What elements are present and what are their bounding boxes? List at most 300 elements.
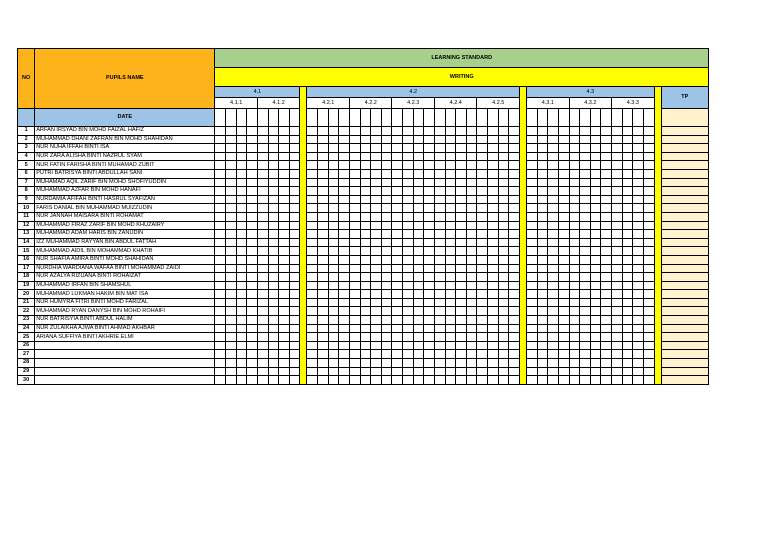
mark-cell[interactable] — [580, 255, 591, 264]
mark-cell[interactable] — [601, 135, 612, 144]
mark-cell[interactable] — [360, 307, 371, 316]
mark-cell[interactable] — [580, 350, 591, 359]
mark-cell[interactable] — [360, 230, 371, 239]
mark-cell[interactable] — [279, 152, 290, 161]
mark-cell[interactable] — [569, 341, 580, 350]
mark-cell[interactable] — [498, 212, 509, 221]
mark-cell[interactable] — [633, 178, 644, 187]
mark-cell[interactable] — [477, 333, 488, 342]
mark-cell[interactable] — [509, 316, 520, 325]
mark-cell[interactable] — [339, 376, 350, 385]
mark-cell[interactable] — [466, 255, 477, 264]
mark-cell[interactable] — [257, 161, 268, 170]
mark-cell[interactable] — [424, 367, 435, 376]
mark-cell[interactable] — [247, 316, 258, 325]
mark-cell[interactable] — [392, 290, 403, 299]
mark-cell[interactable] — [381, 255, 392, 264]
mark-cell[interactable] — [643, 350, 654, 359]
mark-cell[interactable] — [622, 341, 633, 350]
mark-cell[interactable] — [257, 333, 268, 342]
mark-cell[interactable] — [643, 307, 654, 316]
mark-cell[interactable] — [413, 350, 424, 359]
mark-cell[interactable] — [328, 135, 339, 144]
mark-cell[interactable] — [456, 221, 467, 230]
mark-cell[interactable] — [509, 230, 520, 239]
mark-cell[interactable] — [509, 178, 520, 187]
mark-cell[interactable] — [590, 127, 601, 136]
mark-cell[interactable] — [279, 247, 290, 256]
mark-cell[interactable] — [318, 161, 329, 170]
mark-cell[interactable] — [569, 298, 580, 307]
mark-cell[interactable] — [236, 290, 247, 299]
mark-cell[interactable] — [328, 238, 339, 247]
mark-cell[interactable] — [268, 350, 279, 359]
mark-cell[interactable] — [349, 367, 360, 376]
mark-cell[interactable] — [424, 169, 435, 178]
mark-cell[interactable] — [392, 221, 403, 230]
mark-cell[interactable] — [215, 195, 226, 204]
mark-cell[interactable] — [424, 161, 435, 170]
mark-cell[interactable] — [257, 290, 268, 299]
mark-cell[interactable] — [371, 255, 382, 264]
mark-cell[interactable] — [371, 152, 382, 161]
mark-cell[interactable] — [403, 230, 414, 239]
mark-cell[interactable] — [601, 290, 612, 299]
mark-cell[interactable] — [360, 333, 371, 342]
tp-cell[interactable] — [661, 255, 708, 264]
mark-cell[interactable] — [612, 307, 623, 316]
mark-cell[interactable] — [413, 195, 424, 204]
mark-cell[interactable] — [509, 161, 520, 170]
mark-cell[interactable] — [488, 161, 499, 170]
mark-cell[interactable] — [548, 144, 559, 153]
mark-cell[interactable] — [498, 204, 509, 213]
mark-cell[interactable] — [527, 127, 538, 136]
mark-cell[interactable] — [424, 152, 435, 161]
mark-cell[interactable] — [381, 341, 392, 350]
mark-cell[interactable] — [527, 247, 538, 256]
mark-cell[interactable] — [349, 333, 360, 342]
mark-cell[interactable] — [445, 212, 456, 221]
mark-cell[interactable] — [580, 204, 591, 213]
mark-cell[interactable] — [318, 135, 329, 144]
mark-cell[interactable] — [403, 152, 414, 161]
mark-cell[interactable] — [349, 255, 360, 264]
mark-cell[interactable] — [339, 264, 350, 273]
mark-cell[interactable] — [643, 324, 654, 333]
mark-cell[interactable] — [279, 169, 290, 178]
mark-cell[interactable] — [236, 238, 247, 247]
mark-cell[interactable] — [633, 359, 644, 368]
mark-cell[interactable] — [477, 212, 488, 221]
mark-cell[interactable] — [622, 212, 633, 221]
mark-cell[interactable] — [268, 195, 279, 204]
mark-cell[interactable] — [569, 135, 580, 144]
mark-cell[interactable] — [424, 212, 435, 221]
mark-cell[interactable] — [612, 333, 623, 342]
mark-cell[interactable] — [569, 144, 580, 153]
mark-cell[interactable] — [328, 350, 339, 359]
mark-cell[interactable] — [339, 290, 350, 299]
tp-cell[interactable] — [661, 247, 708, 256]
mark-cell[interactable] — [339, 230, 350, 239]
mark-cell[interactable] — [537, 195, 548, 204]
mark-cell[interactable] — [247, 221, 258, 230]
mark-cell[interactable] — [633, 195, 644, 204]
mark-cell[interactable] — [445, 187, 456, 196]
mark-cell[interactable] — [498, 169, 509, 178]
mark-cell[interactable] — [601, 204, 612, 213]
mark-cell[interactable] — [612, 376, 623, 385]
mark-cell[interactable] — [413, 187, 424, 196]
mark-cell[interactable] — [381, 367, 392, 376]
mark-cell[interactable] — [612, 324, 623, 333]
mark-cell[interactable] — [279, 195, 290, 204]
mark-cell[interactable] — [537, 187, 548, 196]
mark-cell[interactable] — [498, 333, 509, 342]
mark-cell[interactable] — [527, 359, 538, 368]
mark-cell[interactable] — [226, 247, 237, 256]
mark-cell[interactable] — [339, 144, 350, 153]
mark-cell[interactable] — [289, 281, 300, 290]
mark-cell[interactable] — [590, 367, 601, 376]
mark-cell[interactable] — [268, 161, 279, 170]
mark-cell[interactable] — [477, 221, 488, 230]
mark-cell[interactable] — [477, 135, 488, 144]
mark-cell[interactable] — [413, 281, 424, 290]
mark-cell[interactable] — [612, 350, 623, 359]
mark-cell[interactable] — [477, 169, 488, 178]
mark-cell[interactable] — [622, 298, 633, 307]
mark-cell[interactable] — [445, 298, 456, 307]
mark-cell[interactable] — [569, 350, 580, 359]
date-cell[interactable] — [339, 109, 350, 127]
mark-cell[interactable] — [477, 204, 488, 213]
mark-cell[interactable] — [643, 290, 654, 299]
mark-cell[interactable] — [257, 204, 268, 213]
mark-cell[interactable] — [633, 152, 644, 161]
mark-cell[interactable] — [328, 195, 339, 204]
mark-cell[interactable] — [622, 144, 633, 153]
mark-cell[interactable] — [612, 359, 623, 368]
mark-cell[interactable] — [360, 195, 371, 204]
mark-cell[interactable] — [548, 341, 559, 350]
mark-cell[interactable] — [328, 169, 339, 178]
mark-cell[interactable] — [527, 333, 538, 342]
tp-cell[interactable] — [661, 144, 708, 153]
mark-cell[interactable] — [580, 281, 591, 290]
mark-cell[interactable] — [289, 161, 300, 170]
mark-cell[interactable] — [392, 376, 403, 385]
mark-cell[interactable] — [548, 359, 559, 368]
mark-cell[interactable] — [601, 255, 612, 264]
mark-cell[interactable] — [590, 316, 601, 325]
mark-cell[interactable] — [392, 307, 403, 316]
mark-cell[interactable] — [612, 161, 623, 170]
mark-cell[interactable] — [424, 350, 435, 359]
mark-cell[interactable] — [590, 135, 601, 144]
mark-cell[interactable] — [403, 264, 414, 273]
mark-cell[interactable] — [633, 230, 644, 239]
mark-cell[interactable] — [527, 212, 538, 221]
mark-cell[interactable] — [392, 247, 403, 256]
mark-cell[interactable] — [268, 341, 279, 350]
mark-cell[interactable] — [477, 359, 488, 368]
mark-cell[interactable] — [445, 307, 456, 316]
mark-cell[interactable] — [339, 238, 350, 247]
mark-cell[interactable] — [548, 367, 559, 376]
mark-cell[interactable] — [612, 316, 623, 325]
mark-cell[interactable] — [643, 359, 654, 368]
mark-cell[interactable] — [247, 298, 258, 307]
mark-cell[interactable] — [289, 212, 300, 221]
mark-cell[interactable] — [612, 169, 623, 178]
mark-cell[interactable] — [527, 204, 538, 213]
mark-cell[interactable] — [569, 212, 580, 221]
mark-cell[interactable] — [413, 367, 424, 376]
mark-cell[interactable] — [289, 230, 300, 239]
mark-cell[interactable] — [580, 135, 591, 144]
mark-cell[interactable] — [318, 247, 329, 256]
mark-cell[interactable] — [226, 281, 237, 290]
mark-cell[interactable] — [643, 127, 654, 136]
mark-cell[interactable] — [279, 187, 290, 196]
mark-cell[interactable] — [488, 359, 499, 368]
mark-cell[interactable] — [257, 238, 268, 247]
mark-cell[interactable] — [403, 187, 414, 196]
mark-cell[interactable] — [268, 273, 279, 282]
mark-cell[interactable] — [590, 144, 601, 153]
mark-cell[interactable] — [643, 298, 654, 307]
mark-cell[interactable] — [633, 273, 644, 282]
mark-cell[interactable] — [633, 127, 644, 136]
tp-cell[interactable] — [661, 187, 708, 196]
mark-cell[interactable] — [360, 221, 371, 230]
mark-cell[interactable] — [601, 169, 612, 178]
mark-cell[interactable] — [257, 169, 268, 178]
mark-cell[interactable] — [537, 316, 548, 325]
mark-cell[interactable] — [279, 298, 290, 307]
mark-cell[interactable] — [498, 264, 509, 273]
mark-cell[interactable] — [558, 255, 569, 264]
mark-cell[interactable] — [509, 152, 520, 161]
mark-cell[interactable] — [279, 281, 290, 290]
mark-cell[interactable] — [247, 178, 258, 187]
mark-cell[interactable] — [548, 324, 559, 333]
mark-cell[interactable] — [601, 230, 612, 239]
mark-cell[interactable] — [580, 341, 591, 350]
mark-cell[interactable] — [307, 376, 318, 385]
mark-cell[interactable] — [349, 324, 360, 333]
date-cell[interactable] — [537, 109, 548, 127]
mark-cell[interactable] — [633, 290, 644, 299]
mark-cell[interactable] — [527, 221, 538, 230]
mark-cell[interactable] — [392, 127, 403, 136]
mark-cell[interactable] — [339, 127, 350, 136]
tp-cell[interactable] — [661, 204, 708, 213]
mark-cell[interactable] — [371, 204, 382, 213]
mark-cell[interactable] — [257, 273, 268, 282]
mark-cell[interactable] — [289, 324, 300, 333]
mark-cell[interactable] — [226, 273, 237, 282]
mark-cell[interactable] — [477, 281, 488, 290]
date-cell[interactable] — [371, 109, 382, 127]
tp-cell[interactable] — [661, 212, 708, 221]
mark-cell[interactable] — [289, 273, 300, 282]
mark-cell[interactable] — [371, 221, 382, 230]
mark-cell[interactable] — [257, 255, 268, 264]
mark-cell[interactable] — [590, 359, 601, 368]
mark-cell[interactable] — [360, 161, 371, 170]
mark-cell[interactable] — [548, 273, 559, 282]
mark-cell[interactable] — [580, 187, 591, 196]
mark-cell[interactable] — [569, 264, 580, 273]
mark-cell[interactable] — [318, 264, 329, 273]
mark-cell[interactable] — [392, 238, 403, 247]
date-cell[interactable] — [413, 109, 424, 127]
mark-cell[interactable] — [268, 178, 279, 187]
mark-cell[interactable] — [558, 135, 569, 144]
mark-cell[interactable] — [612, 273, 623, 282]
mark-cell[interactable] — [268, 152, 279, 161]
mark-cell[interactable] — [590, 212, 601, 221]
mark-cell[interactable] — [392, 230, 403, 239]
mark-cell[interactable] — [445, 255, 456, 264]
mark-cell[interactable] — [268, 127, 279, 136]
mark-cell[interactable] — [498, 273, 509, 282]
mark-cell[interactable] — [279, 324, 290, 333]
mark-cell[interactable] — [488, 238, 499, 247]
mark-cell[interactable] — [601, 144, 612, 153]
mark-cell[interactable] — [339, 212, 350, 221]
mark-cell[interactable] — [456, 307, 467, 316]
date-cell[interactable] — [477, 109, 488, 127]
mark-cell[interactable] — [318, 238, 329, 247]
date-cell[interactable] — [257, 109, 268, 127]
tp-cell[interactable] — [661, 367, 708, 376]
mark-cell[interactable] — [590, 341, 601, 350]
mark-cell[interactable] — [247, 247, 258, 256]
mark-cell[interactable] — [548, 161, 559, 170]
date-cell[interactable] — [360, 109, 371, 127]
mark-cell[interactable] — [633, 367, 644, 376]
mark-cell[interactable] — [434, 273, 445, 282]
mark-cell[interactable] — [381, 247, 392, 256]
mark-cell[interactable] — [622, 264, 633, 273]
mark-cell[interactable] — [537, 350, 548, 359]
mark-cell[interactable] — [580, 367, 591, 376]
mark-cell[interactable] — [537, 255, 548, 264]
mark-cell[interactable] — [622, 187, 633, 196]
mark-cell[interactable] — [527, 367, 538, 376]
mark-cell[interactable] — [548, 135, 559, 144]
mark-cell[interactable] — [349, 152, 360, 161]
mark-cell[interactable] — [527, 307, 538, 316]
mark-cell[interactable] — [633, 376, 644, 385]
mark-cell[interactable] — [434, 298, 445, 307]
mark-cell[interactable] — [537, 324, 548, 333]
mark-cell[interactable] — [279, 333, 290, 342]
mark-cell[interactable] — [456, 187, 467, 196]
mark-cell[interactable] — [392, 135, 403, 144]
mark-cell[interactable] — [247, 255, 258, 264]
mark-cell[interactable] — [360, 273, 371, 282]
mark-cell[interactable] — [318, 273, 329, 282]
mark-cell[interactable] — [477, 187, 488, 196]
mark-cell[interactable] — [403, 238, 414, 247]
mark-cell[interactable] — [318, 281, 329, 290]
mark-cell[interactable] — [268, 255, 279, 264]
mark-cell[interactable] — [371, 247, 382, 256]
mark-cell[interactable] — [456, 316, 467, 325]
mark-cell[interactable] — [318, 144, 329, 153]
mark-cell[interactable] — [509, 255, 520, 264]
mark-cell[interactable] — [622, 255, 633, 264]
mark-cell[interactable] — [537, 281, 548, 290]
mark-cell[interactable] — [498, 367, 509, 376]
mark-cell[interactable] — [569, 178, 580, 187]
mark-cell[interactable] — [580, 195, 591, 204]
mark-cell[interactable] — [307, 127, 318, 136]
mark-cell[interactable] — [548, 212, 559, 221]
mark-cell[interactable] — [558, 324, 569, 333]
mark-cell[interactable] — [527, 195, 538, 204]
mark-cell[interactable] — [339, 350, 350, 359]
mark-cell[interactable] — [307, 298, 318, 307]
mark-cell[interactable] — [643, 135, 654, 144]
mark-cell[interactable] — [548, 187, 559, 196]
mark-cell[interactable] — [527, 144, 538, 153]
mark-cell[interactable] — [236, 367, 247, 376]
mark-cell[interactable] — [434, 221, 445, 230]
mark-cell[interactable] — [349, 350, 360, 359]
mark-cell[interactable] — [318, 316, 329, 325]
mark-cell[interactable] — [318, 350, 329, 359]
mark-cell[interactable] — [424, 324, 435, 333]
mark-cell[interactable] — [424, 341, 435, 350]
mark-cell[interactable] — [601, 316, 612, 325]
mark-cell[interactable] — [371, 135, 382, 144]
mark-cell[interactable] — [247, 187, 258, 196]
mark-cell[interactable] — [466, 221, 477, 230]
mark-cell[interactable] — [434, 281, 445, 290]
mark-cell[interactable] — [236, 281, 247, 290]
mark-cell[interactable] — [590, 247, 601, 256]
date-cell[interactable] — [434, 109, 445, 127]
mark-cell[interactable] — [392, 144, 403, 153]
mark-cell[interactable] — [392, 187, 403, 196]
mark-cell[interactable] — [236, 307, 247, 316]
mark-cell[interactable] — [456, 212, 467, 221]
mark-cell[interactable] — [456, 273, 467, 282]
mark-cell[interactable] — [580, 221, 591, 230]
mark-cell[interactable] — [424, 316, 435, 325]
mark-cell[interactable] — [527, 255, 538, 264]
mark-cell[interactable] — [601, 238, 612, 247]
mark-cell[interactable] — [622, 152, 633, 161]
mark-cell[interactable] — [371, 178, 382, 187]
mark-cell[interactable] — [307, 195, 318, 204]
mark-cell[interactable] — [360, 281, 371, 290]
mark-cell[interactable] — [558, 341, 569, 350]
mark-cell[interactable] — [445, 273, 456, 282]
mark-cell[interactable] — [590, 187, 601, 196]
mark-cell[interactable] — [488, 281, 499, 290]
mark-cell[interactable] — [328, 221, 339, 230]
mark-cell[interactable] — [257, 307, 268, 316]
mark-cell[interactable] — [445, 127, 456, 136]
mark-cell[interactable] — [434, 238, 445, 247]
